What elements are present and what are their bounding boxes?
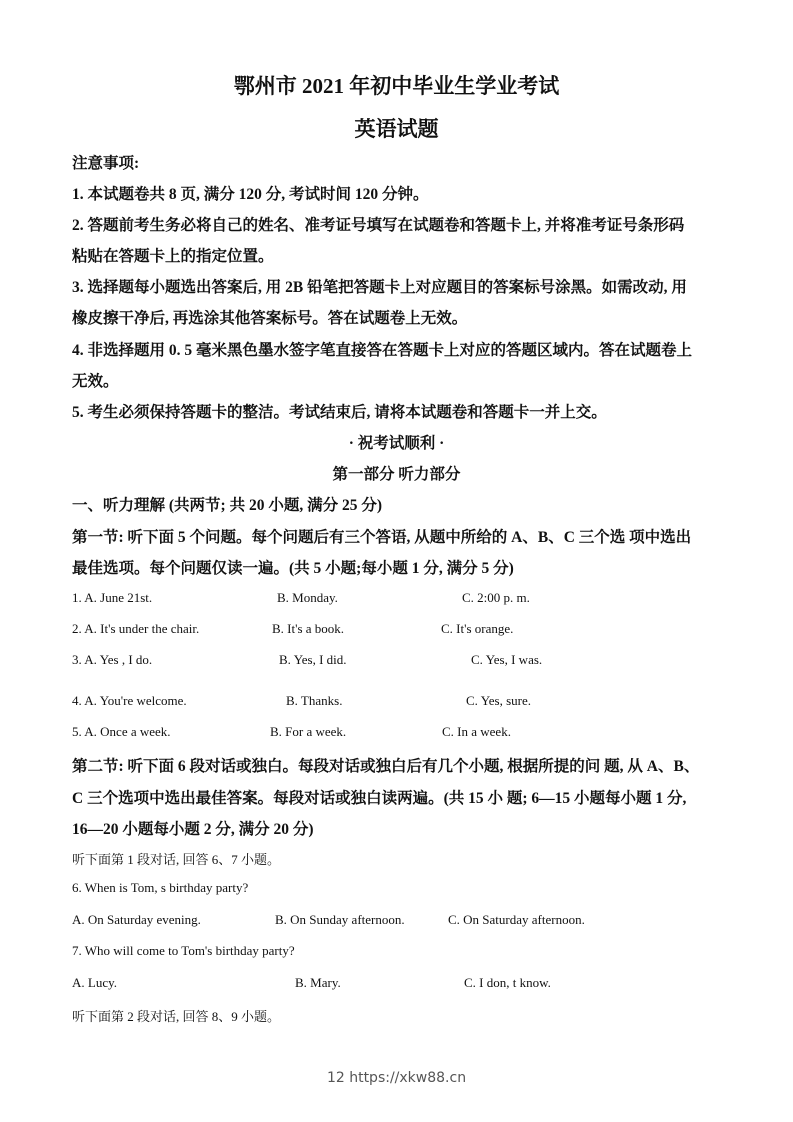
option-a: 3. A. Yes , I do. [72,652,153,667]
section-heading: 一、听力理解 (共两节; 共 20 小题, 满分 25 分) [72,497,382,514]
option-a: 2. A. It's under the chair. [72,621,200,636]
question-stem: 6. When is Tom, s birthday party? [72,880,249,895]
option-c: C. Yes, I was. [471,652,543,667]
option-b: B. Mary. [295,975,341,990]
blessing: · 祝考试顺利 · [348,435,445,452]
option-c: C. Yes, sure. [466,693,532,708]
option-b: B. For a week. [270,724,347,739]
page-footer: 12 https://xkw88.cn [326,1070,467,1086]
option-b: B. It's a book. [272,621,345,636]
option-b: B. On Sunday afternoon. [275,912,405,927]
option-a: 4. A. You're welcome. [72,693,187,708]
notice-item: 橡皮擦干净后, 再选涂其他答案标号。答在试题卷上无效。 [72,310,468,327]
section2-instructions: C 三个选项中选出最佳答案。每段对话或独白读两遍。(共 15 小 题; 6—15 小题每小题 1 分, [72,790,687,807]
exam-title: 鄂州市 2021 年初中毕业生学业考试 [233,74,560,98]
notice-heading: 注意事项: [72,155,140,172]
option-a: 5. A. Once a week. [72,724,171,739]
option-b: B. Thanks. [286,693,343,708]
section2-instructions: 16—20 小题每小题 2 分, 满分 20 分) [72,821,314,838]
option-b: B. Monday. [277,590,338,605]
option-c: C. On Saturday afternoon. [448,912,585,927]
option-c: C. 2:00 p. m. [462,590,530,605]
option-a: 1. A. June 21st. [72,590,153,605]
part-one-title: 第一部分 听力部分 [332,466,461,483]
notice-item: 3. 选择题每小题选出答案后, 用 2B 铅笔把答题卡上对应题目的答案标号涂黑。如需改动, 用 [72,279,687,296]
option-a: A. Lucy. [72,975,118,990]
notice-item: 5. 考生必须保持答题卡的整洁。考试结束后, 请将本试题卷和答题卡一并上交。 [72,404,607,421]
dialogue-intro: 听下面第 1 段对话, 回答 6、7 小题。 [72,852,281,867]
notice-item: 粘贴在答题卡上的指定位置。 [72,248,274,265]
exam-subtitle: 英语试题 [354,117,439,141]
dialogue-intro: 听下面第 2 段对话, 回答 8、9 小题。 [72,1009,281,1024]
notice-item: 2. 答题前考生务必将自己的姓名、准考证号填写在试题卷和答题卡上, 并将准考证号条形码 [72,217,685,234]
section1-instructions: 最佳选项。每个问题仅读一遍。(共 5 小题;每小题 1 分, 满分 5 分) [72,560,514,577]
option-c: C. In a week. [442,724,511,739]
option-c: C. It's orange. [441,621,514,636]
section2-instructions: 第二节: 听下面 6 段对话或独白。每段对话或独白后有几个小题, 根据所提的问 题, 从 A、B、 [72,758,700,775]
notice-item: 4. 非选择题用 0. 5 毫米黑色墨水签字笔直接答在答题卡上对应的答题区域内。答在试题卷上 [72,342,693,359]
notice-item: 无效。 [72,373,119,390]
option-a: A. On Saturday evening. [72,912,201,927]
option-c: C. I don, t know. [464,975,551,990]
option-b: B. Yes, I did. [279,652,347,667]
notice-item: 1. 本试题卷共 8 页, 满分 120 分, 考试时间 120 分钟。 [72,186,429,203]
section1-instructions: 第一节: 听下面 5 个问题。每个问题后有三个答语, 从题中所给的 A、B、C 三个选 项中选出 [72,529,692,546]
question-stem: 7. Who will come to Tom's birthday party? [72,943,295,958]
